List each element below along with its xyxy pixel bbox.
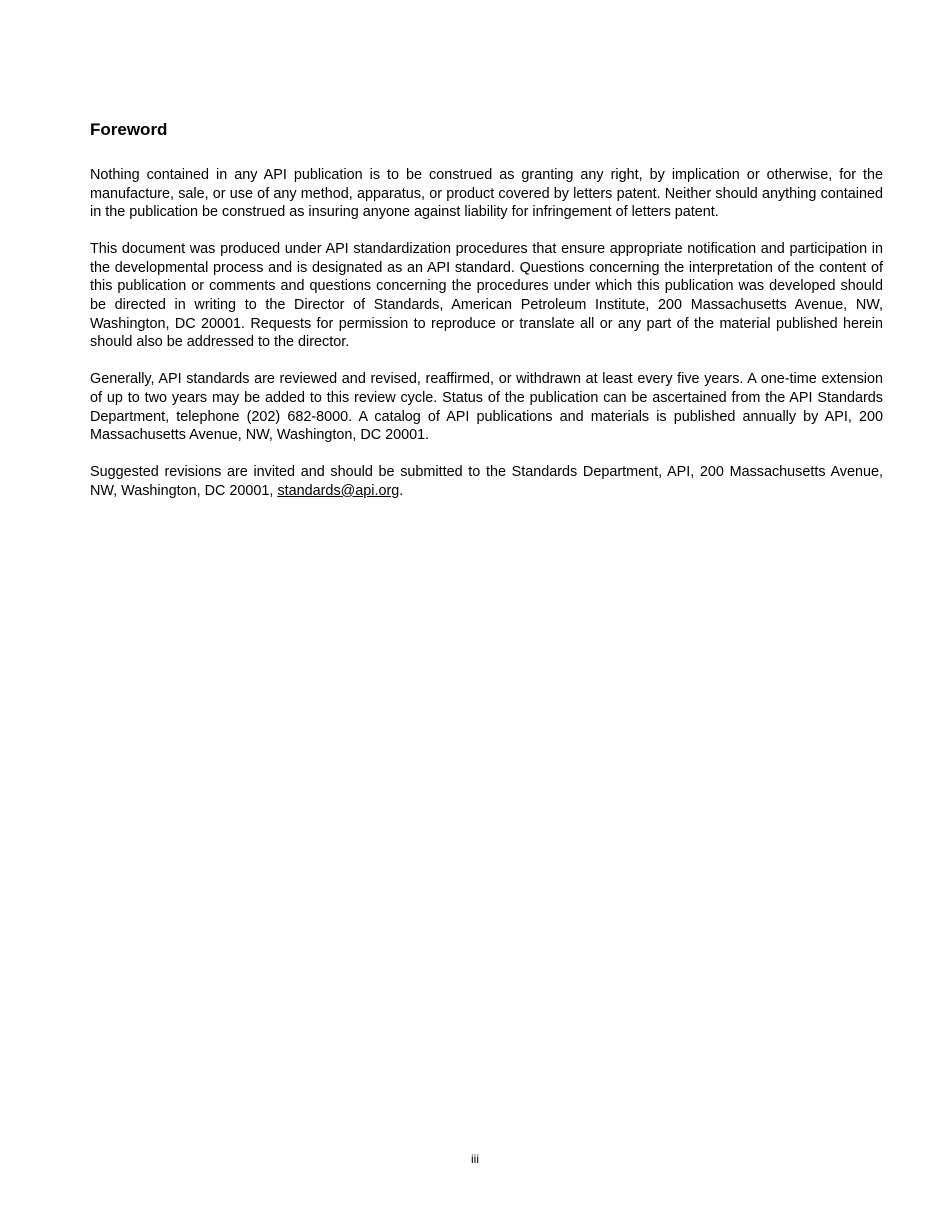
revisions-period: . — [399, 482, 404, 499]
revisions-text: Suggested revisions are invited and should be submitted to the Standards Department, API, 200 Massachusetts Avenue, NW, Washington, DC 20001, — [90, 464, 883, 499]
paragraph-review-cycle: Generally, API standards are reviewed and revised, reaffirmed, or withdrawn at least every five years. A one-time extension of up to two years may be added to this review cycle. Status of the publication can be ascertained from the API Standards Department, telephone (202) 682-8000. A catalog of API publications and materials is published annually by API, 200 Massachusetts Avenue, NW, Washington, DC 20001. — [90, 371, 883, 444]
paragraph-patent-disclaimer: Nothing contained in any API publication is to be construed as granting any right, by implication or otherwise, for the manufacture, sale, or use of any method, apparatus, or product covered by letters patent. Neither should anything contained in the publication be construed as insuring anyone against liability for infringement of letters patent. — [90, 167, 883, 221]
standards-email-link[interactable]: standards@api.org — [277, 482, 400, 499]
paragraph-standardization-procedures: This document was produced under API standardization procedures that ensure appropriate notification and participation in the developmental process and is designated as an API standard. Questions concerning the interpretation of the content of this publication or comments and questions concerning the procedures under which this publication was developed should be directed in writing to the Director of Standards, American Petroleum Institute, 200 Massachusetts Avenue, NW, Washington, DC 20001. Requests for permission to reproduce or translate all or any part of the material published herein should also be addressed to the director. — [90, 241, 883, 351]
page-number: iii — [471, 1152, 479, 1166]
page-title: Foreword — [90, 120, 168, 139]
document-page — [90, 118, 883, 519]
paragraph-suggested-revisions — [90, 463, 883, 500]
